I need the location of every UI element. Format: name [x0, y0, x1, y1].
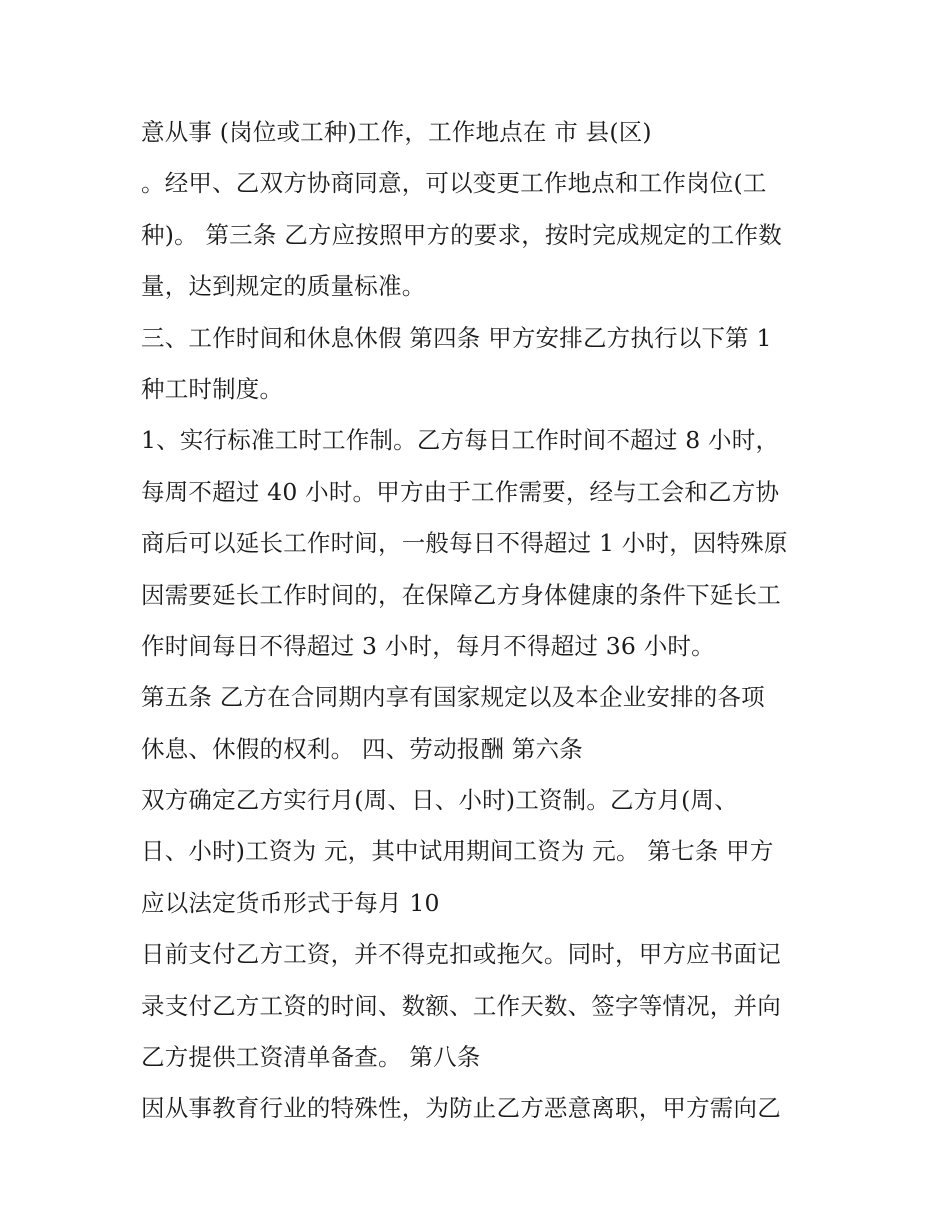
text-line: 因从事教育行业的特殊性，为防止乙方恶意离职，甲方需向乙: [141, 1094, 781, 1123]
section-heading-line: 三、工作时间和休息休假 第四条 甲方安排乙方执行以下第 1: [141, 323, 772, 352]
contract-body-text: [141, 107, 831, 1135]
text-line: 录支付乙方工资的时间、数额、工作天数、签字等情况，并向: [141, 991, 781, 1020]
text-line: 种)。 第三条 乙方应按照甲方的要求，按时完成规定的工作数: [141, 220, 782, 249]
text-line: 双方确定乙方实行月(周、日、小时)工资制。乙方月(周、: [141, 786, 738, 815]
text-line: 作时间每日不得超过 3 小时，每月不得超过 36 小时。: [141, 631, 715, 660]
text-line: 日、小时)工资为 元，其中试用期间工资为 元。 第七条 甲方: [141, 837, 774, 866]
text-line: 乙方提供工资清单备查。 第八条: [141, 1043, 481, 1072]
text-line: 应以法定货币形式于每月 10: [141, 888, 440, 917]
text-line: 1、实行标准工时工作制。乙方每日工作时间不超过 8 小时，: [141, 426, 780, 455]
text-line: 意从事 (岗位或工种)工作，工作地点在 市 县(区): [141, 118, 652, 146]
text-line: 量，达到规定的质量标准。: [141, 272, 426, 301]
text-line: 商后可以延长工作时间，一般每日不得超过 1 小时，因特殊原: [141, 529, 788, 558]
text-line: 种工时制度。: [141, 374, 284, 403]
text-line: 。经甲、乙双方协商同意，可以变更工作地点和工作岗位(工: [141, 169, 767, 198]
text-line: 日前支付乙方工资，并不得克扣或拖欠。同时，甲方应书面记: [141, 940, 781, 969]
section-heading-line: 休息、休假的权利。 四、劳动报酬 第六条: [141, 734, 583, 763]
text-line: 因需要延长工作时间的，在保障乙方身体健康的条件下延长工: [141, 580, 781, 609]
text-line: 第五条 乙方在合同期内享有国家规定以及本企业安排的各项: [141, 683, 765, 712]
text-line: 每周不超过 40 小时。甲方由于工作需要，经与工会和乙方协: [141, 477, 780, 506]
